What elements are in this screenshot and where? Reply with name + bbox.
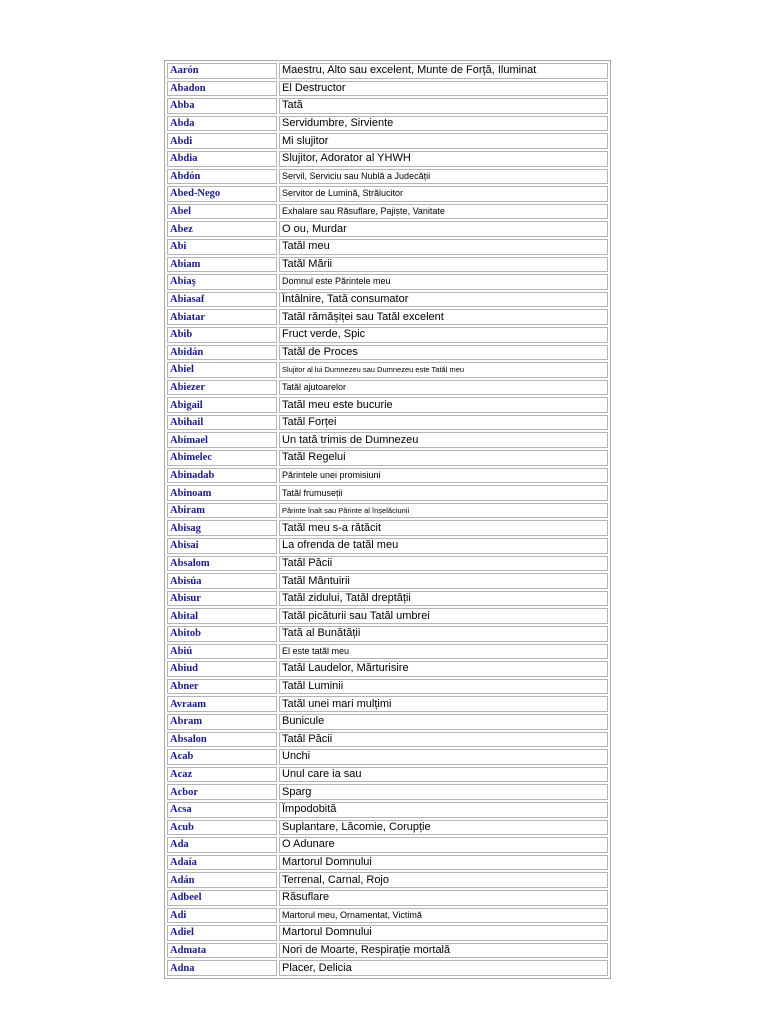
- meaning-cell: Servitor de Lumină, Strălucitor: [279, 186, 608, 202]
- table-row: [167, 274, 608, 290]
- name-cell: Absalom: [167, 556, 277, 572]
- table-row: [167, 309, 608, 325]
- meaning-cell: Părinte înalt sau Părinte al înșelăciunii: [279, 503, 608, 519]
- table-row: [167, 81, 608, 97]
- name-cell: Abdi: [167, 133, 277, 149]
- meaning-cell: Placer, Delicia: [279, 960, 608, 976]
- table-row: [167, 767, 608, 783]
- name-cell: Adna: [167, 960, 277, 976]
- name-cell: Abisag: [167, 520, 277, 536]
- meaning-cell: Nori de Moarte, Respirație mortală: [279, 943, 608, 959]
- name-cell: Abib: [167, 327, 277, 343]
- name-cell: Adbeel: [167, 890, 277, 906]
- meaning-cell: Tatăl Luminii: [279, 679, 608, 695]
- name-cell: Abadon: [167, 81, 277, 97]
- meaning-cell: Mi slujitor: [279, 133, 608, 149]
- name-cell: Abisúa: [167, 573, 277, 589]
- table-row: [167, 591, 608, 607]
- table-row: [167, 802, 608, 818]
- meaning-cell: Martorul Domnului: [279, 855, 608, 871]
- table-row: [167, 749, 608, 765]
- table-row: [167, 327, 608, 343]
- table-row: [167, 503, 608, 519]
- meaning-cell: Tată: [279, 98, 608, 114]
- name-cell: Adaía: [167, 855, 277, 871]
- meaning-cell: Fruct verde, Spic: [279, 327, 608, 343]
- name-cell: Abinadab: [167, 468, 277, 484]
- meaning-cell: Tatăl Mării: [279, 257, 608, 273]
- name-cell: Abdia: [167, 151, 277, 167]
- meaning-cell: Slujitor, Adorator al YHWH: [279, 151, 608, 167]
- name-cell: Abiatar: [167, 309, 277, 325]
- name-cell: Abiel: [167, 362, 277, 378]
- table-row: [167, 450, 608, 466]
- table-row: [167, 292, 608, 308]
- name-cell: Acab: [167, 749, 277, 765]
- meaning-cell: El este tatăl meu: [279, 644, 608, 660]
- name-cell: Abda: [167, 116, 277, 132]
- name-cell: Acub: [167, 820, 277, 836]
- name-cell: Acsa: [167, 802, 277, 818]
- meaning-cell: Tatăl de Proces: [279, 345, 608, 361]
- table-row: [167, 380, 608, 396]
- table-row: [167, 943, 608, 959]
- table-row: [167, 679, 608, 695]
- meaning-cell: Tatăl Regelui: [279, 450, 608, 466]
- table-row: [167, 345, 608, 361]
- meaning-cell: Unul care ia sau: [279, 767, 608, 783]
- table-row: [167, 186, 608, 202]
- meaning-cell: Martorul Domnului: [279, 925, 608, 941]
- table-row: [167, 257, 608, 273]
- name-cell: Abiram: [167, 503, 277, 519]
- meaning-cell: Tatăl Păcii: [279, 732, 608, 748]
- table-row: [167, 908, 608, 924]
- name-cell: Abdón: [167, 169, 277, 185]
- name-cell: Abimelec: [167, 450, 277, 466]
- table-row: [167, 415, 608, 431]
- table-row: [167, 556, 608, 572]
- name-cell: Ada: [167, 837, 277, 853]
- name-cell: Abiú: [167, 644, 277, 660]
- table-row: [167, 133, 608, 149]
- meaning-cell: Împodobită: [279, 802, 608, 818]
- meaning-cell: Tatăl meu s-a rătăcit: [279, 520, 608, 536]
- meaning-cell: O Adunare: [279, 837, 608, 853]
- table-row: [167, 661, 608, 677]
- name-cell: Abitob: [167, 626, 277, 642]
- name-cell: Abed-Nego: [167, 186, 277, 202]
- name-cell: Acaz: [167, 767, 277, 783]
- name-cell: Abez: [167, 221, 277, 237]
- table-row: [167, 239, 608, 255]
- name-cell: Abidán: [167, 345, 277, 361]
- meaning-cell: Slujitor al lui Dumnezeu sau Dumnezeu este Tatăl meu: [279, 362, 608, 378]
- meaning-cell: Tatăl meu: [279, 239, 608, 255]
- meaning-cell: Exhalare sau Răsuflare, Pajiște, Vanitate: [279, 204, 608, 220]
- table-row: [167, 855, 608, 871]
- name-cell: Adán: [167, 872, 277, 888]
- name-cell: Abisur: [167, 591, 277, 607]
- table-row: [167, 468, 608, 484]
- table-row: [167, 520, 608, 536]
- table-row: [167, 362, 608, 378]
- name-cell: Abihail: [167, 415, 277, 431]
- table-row: [167, 221, 608, 237]
- table-row: [167, 169, 608, 185]
- table-row: [167, 116, 608, 132]
- name-cell: Abinoam: [167, 485, 277, 501]
- table-row: [167, 890, 608, 906]
- meaning-cell: Tatăl rămășiței sau Tatăl excelent: [279, 309, 608, 325]
- meaning-cell: Sparg: [279, 784, 608, 800]
- name-cell: Abi: [167, 239, 277, 255]
- meaning-cell: Terrenal, Carnal, Rojo: [279, 872, 608, 888]
- name-cell: Admata: [167, 943, 277, 959]
- name-cell: Adi: [167, 908, 277, 924]
- meaning-cell: Tatăl ajutoarelor: [279, 380, 608, 396]
- table-row: [167, 538, 608, 554]
- table-row: [167, 820, 608, 836]
- meaning-cell: Servil, Serviciu sau Nublă a Judecății: [279, 169, 608, 185]
- meaning-cell: Tatăl picăturii sau Tatăl umbrei: [279, 608, 608, 624]
- name-cell: Acbor: [167, 784, 277, 800]
- table-row: [167, 98, 608, 114]
- meaning-cell: O ou, Murdar: [279, 221, 608, 237]
- table-row: [167, 573, 608, 589]
- table-row: [167, 837, 608, 853]
- meaning-cell: Răsuflare: [279, 890, 608, 906]
- table-body: [167, 63, 608, 976]
- name-cell: Abiasaf: [167, 292, 277, 308]
- table-row: [167, 732, 608, 748]
- name-cell: Abigail: [167, 397, 277, 413]
- table-row: [167, 397, 608, 413]
- table-row: [167, 432, 608, 448]
- table-row: [167, 925, 608, 941]
- table-row: [167, 872, 608, 888]
- table-row: [167, 696, 608, 712]
- meaning-cell: Domnul este Părintele meu: [279, 274, 608, 290]
- table-row: [167, 714, 608, 730]
- meaning-cell: Tată al Bunătății: [279, 626, 608, 642]
- meaning-cell: Tatăl Mântuirii: [279, 573, 608, 589]
- table-row: [167, 63, 608, 79]
- table-row: [167, 204, 608, 220]
- name-cell: Abba: [167, 98, 277, 114]
- meaning-cell: Tatăl meu este bucurie: [279, 397, 608, 413]
- table-row: [167, 784, 608, 800]
- name-cell: Abiezer: [167, 380, 277, 396]
- name-cell: Avraam: [167, 696, 277, 712]
- meaning-cell: Suplantare, Lăcomie, Corupție: [279, 820, 608, 836]
- meaning-cell: Întâlnire, Tată consumator: [279, 292, 608, 308]
- table-row: [167, 644, 608, 660]
- name-cell: Abner: [167, 679, 277, 695]
- table-row: [167, 608, 608, 624]
- meaning-cell: Servidumbre, Sirviente: [279, 116, 608, 132]
- name-cell: Aarón: [167, 63, 277, 79]
- meaning-cell: Un tată trimis de Dumnezeu: [279, 432, 608, 448]
- meaning-cell: Tatăl zidului, Tatăl dreptății: [279, 591, 608, 607]
- meaning-cell: Bunicule: [279, 714, 608, 730]
- name-cell: Adiel: [167, 925, 277, 941]
- meaning-cell: Tatăl Păcii: [279, 556, 608, 572]
- name-cell: Abimael: [167, 432, 277, 448]
- table-row: [167, 960, 608, 976]
- meaning-cell: Martorul meu, Ornamentat, Victimă: [279, 908, 608, 924]
- name-cell: Abiaş: [167, 274, 277, 290]
- names-table: [164, 60, 611, 979]
- meaning-cell: Părintele unei promisiuni: [279, 468, 608, 484]
- meaning-cell: Unchi: [279, 749, 608, 765]
- meaning-cell: La ofrenda de tatăl meu: [279, 538, 608, 554]
- meaning-cell: Tatăl unei mari mulțimi: [279, 696, 608, 712]
- name-cell: Abiud: [167, 661, 277, 677]
- meaning-cell: Tatăl frumuseții: [279, 485, 608, 501]
- table-row: [167, 485, 608, 501]
- meaning-cell: El Destructor: [279, 81, 608, 97]
- meaning-cell: Tatăl Forței: [279, 415, 608, 431]
- name-cell: Abram: [167, 714, 277, 730]
- name-cell: Abisai: [167, 538, 277, 554]
- table-row: [167, 626, 608, 642]
- meaning-cell: Maestru, Alto sau excelent, Munte de Forță, Iluminat: [279, 63, 608, 79]
- name-cell: Abiam: [167, 257, 277, 273]
- table-row: [167, 151, 608, 167]
- name-cell: Absalon: [167, 732, 277, 748]
- name-cell: Abel: [167, 204, 277, 220]
- name-cell: Abital: [167, 608, 277, 624]
- meaning-cell: Tatăl Laudelor, Mărturisire: [279, 661, 608, 677]
